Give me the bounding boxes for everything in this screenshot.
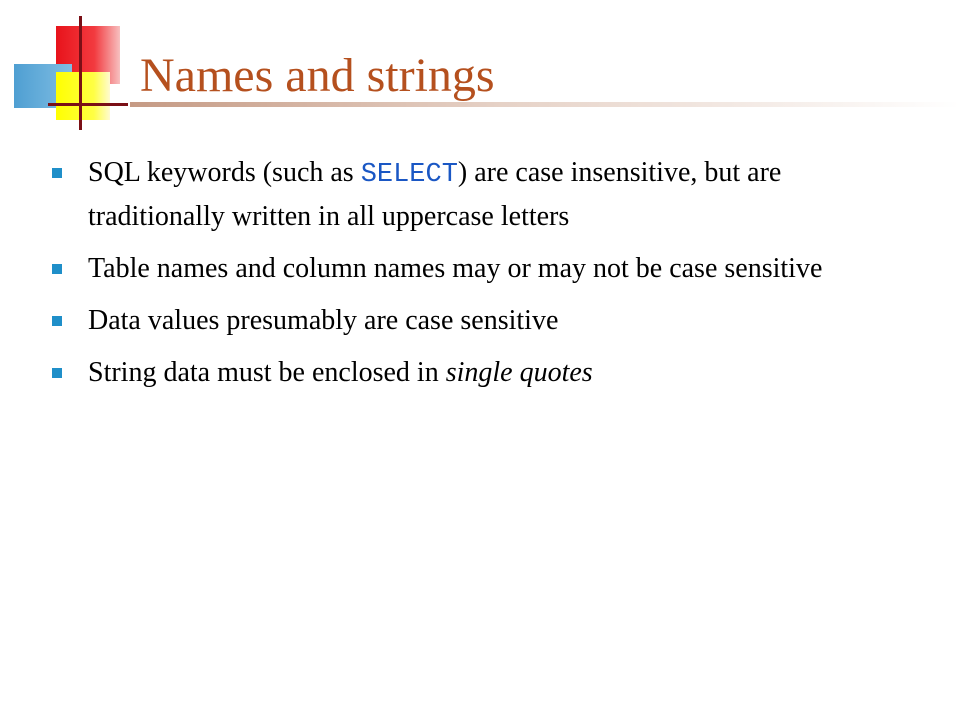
logo-vertical-line xyxy=(79,16,82,130)
bullet-item-keywords xyxy=(50,152,910,238)
emphasis-single-quotes: single quotes xyxy=(445,357,593,388)
bullet-square-icon xyxy=(52,264,62,274)
bullet-item-string-data xyxy=(50,352,910,394)
bullet-text: Table names and column names may or may not be case sensitive xyxy=(88,253,823,284)
keyword-select: SELECT xyxy=(360,160,458,190)
bullet-text-after: ) are case insensitive, but are traditionally written in all uppercase letters xyxy=(88,157,782,232)
bullet-item-table-names xyxy=(50,248,910,290)
logo-yellow-square xyxy=(56,72,110,120)
bullet-text: Data values presumably are case sensitive xyxy=(88,305,559,336)
bullet-item-data-values xyxy=(50,300,910,342)
bullet-list xyxy=(50,152,910,404)
bullet-square-icon xyxy=(52,316,62,326)
bullet-square-icon xyxy=(52,168,62,178)
slide-title: Names and strings xyxy=(140,49,495,102)
bullet-text-before: SQL keywords (such as xyxy=(88,157,361,188)
bullet-text-before: String data must be enclosed in xyxy=(88,357,446,388)
logo-horizontal-line xyxy=(48,103,128,106)
bullet-square-icon xyxy=(52,368,62,378)
